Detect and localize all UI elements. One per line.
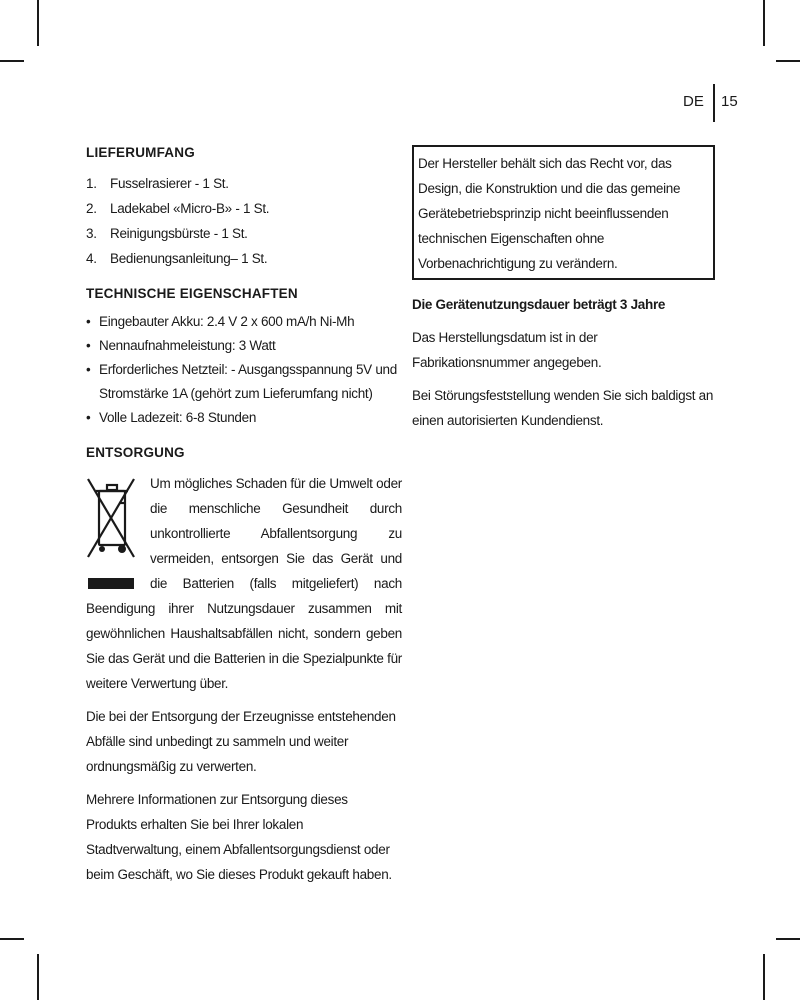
- header-divider: [713, 84, 715, 122]
- list-item: • Nennaufnahmeleistung: 3 Watt: [86, 334, 402, 358]
- list-item: 1. Fusselrasierer - 1 St.: [86, 176, 229, 191]
- crop-mark-top-right-vertical: [763, 0, 765, 46]
- page-number: 15: [721, 93, 738, 110]
- disposal-section: [86, 471, 402, 887]
- left-column: [86, 140, 402, 887]
- crossed-out-wheelie-bin-icon: [86, 475, 138, 593]
- crop-mark-top-left-horizontal: [0, 60, 24, 62]
- crop-mark-bottom-right-vertical: [763, 954, 765, 1000]
- list-item: • Eingebauter Akku: 2.4 V 2 x 600 mA/h Ni-Mh: [86, 310, 402, 334]
- scope-of-delivery-heading: LIEFERUMFANG: [86, 145, 195, 160]
- bullet-icon: •: [86, 362, 91, 377]
- technical-specs-heading: TECHNISCHE EIGENSCHAFTEN: [86, 286, 298, 301]
- language-code: DE: [683, 93, 704, 110]
- bullet-icon: •: [86, 410, 91, 425]
- crop-mark-top-left-vertical: [37, 0, 39, 46]
- list-item: • Volle Ladezeit: 6-8 Stunden: [86, 406, 402, 430]
- crop-mark-bottom-left-vertical: [37, 954, 39, 1000]
- list-item: • Erforderliches Netzteil: - Ausgangsspannung 5V und Stromstärke 1A (gehört zum Lieferumfang nicht): [86, 358, 402, 406]
- list-item: 3. Reinigungsbürste - 1 St.: [86, 226, 248, 241]
- technical-specs-list: [86, 310, 402, 430]
- bullet-icon: •: [86, 314, 91, 329]
- service-note: Bei Störungsfeststellung wenden Sie sich baldigst an einen autorisierten Kundendienst.: [412, 388, 714, 428]
- disposal-paragraph-3: Mehrere Informationen zur Entsorgung dieses Produkts erhalten Sie bei Ihrer lokalen Stadtverwaltung, einem Abfallentsorgungsdienst oder beim Geschäft, wo Sie dieses Produkt gekauft haben.: [86, 792, 392, 882]
- disposal-paragraph-2: Die bei der Entsorgung der Erzeugnisse entstehenden Abfälle sind unbedingt zu sammeln und weiter ordnungsmäßig zu verwerten.: [86, 709, 396, 774]
- crop-mark-bottom-right-horizontal: [776, 938, 800, 940]
- disposal-heading: ENTSORGUNG: [86, 445, 185, 460]
- right-column: [412, 145, 715, 433]
- list-item: 2. Ladekabel «Micro-B» - 1 St.: [86, 201, 270, 216]
- disposal-paragraph: Um mögliches Schaden für die Umwelt oder die menschliche Gesundheit durch unkontrollierte Abfallentsorgung zu vermeiden, entsorgen Sie das Gerät und die Batterien (falls mitgeliefert) nach Beendigung ihrer Nutzungsdauer zusammen mit gewöhnlichen Haushaltsabfällen nicht, sondern geben Sie das Gerät und die Batterien in die Spezialpunkte für weitere Verwertung über.: [86, 476, 402, 691]
- manufacturer-notice-box: [412, 145, 715, 280]
- lifetime-heading: Die Gerätenutzungsdauer beträgt 3 Jahre: [412, 297, 666, 312]
- bullet-icon: •: [86, 338, 91, 353]
- manufacture-date-note: Das Herstellungsdatum ist in der Fabrikationsnummer angegeben.: [412, 330, 602, 370]
- list-item: 4. Bedienungsanleitung– 1 St.: [86, 251, 268, 266]
- crop-mark-top-right-horizontal: [776, 60, 800, 62]
- scope-of-delivery-list: [86, 171, 402, 271]
- manufacturer-notice: Der Hersteller behält sich das Recht vor, das Design, die Konstruktion und die das gemeine Gerätebetriebsprinzip nicht beeinflussenden technischen Eigenschaften ohne Vorbenachrichtigung zu verändern.: [418, 156, 681, 271]
- crop-mark-bottom-left-horizontal: [0, 938, 24, 940]
